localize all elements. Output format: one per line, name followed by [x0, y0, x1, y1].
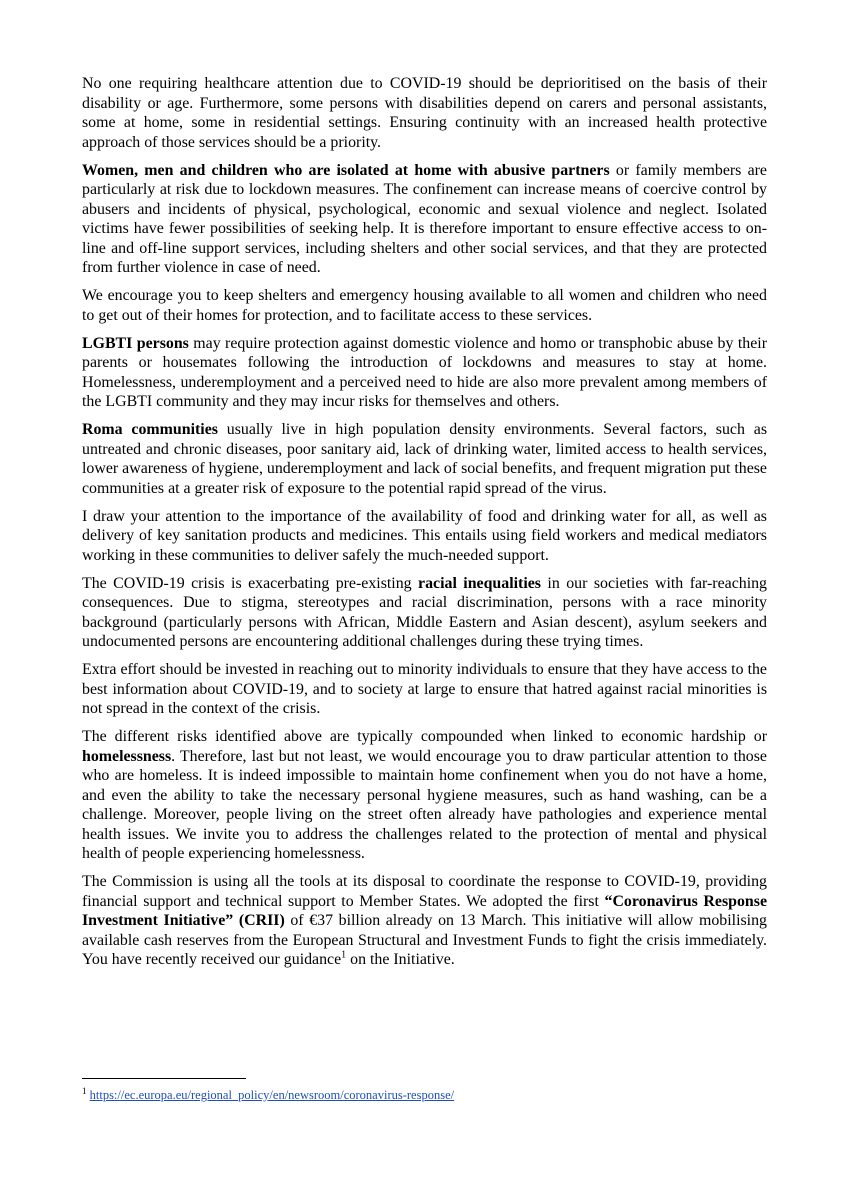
paragraph [82, 872, 767, 970]
letter-body [82, 74, 767, 978]
paragraph-text: We encourage you to keep shelters and emergency housing available to all women and children who need to get out of their homes for protection, and to facilitate access to these services. [82, 287, 767, 324]
paragraph [82, 286, 767, 325]
paragraph [82, 420, 767, 498]
emphasis-text: racial inequalities [418, 574, 541, 592]
paragraph-text: . Therefore, last but not least, we would encourage you to draw particular attention to those who are homeless. It is indeed impossible to maintain home confinement when you do not have a home, and even the ability to take the necessary personal hygiene measures, such as hand washing, can be a challenge. Moreover, people living on the street often already have pathologies and experience mental health issues. We invite you to address the challenges related to the protection of mental and physical health of people experiencing homelessness. [82, 747, 767, 862]
paragraph-text: No one requiring healthcare attention due to COVID-19 should be deprioritised on the basis of their disability or age. Furthermore, some persons with disabilities depend on carers and personal assistants, some at home, some in residential settings. Ensuring continuity with an increased health protective approach of those services should be a priority. [82, 75, 767, 151]
paragraph-text: usually live in high population density environments. Several factors, such as untreated and chronic diseases, poor sanitary aid, lack of drinking water, limited access to health services, lower awareness of hygiene, underemployment and lack of social benefits, and frequent migration put these communities at a greater risk of exposure to the potential rapid spread of the virus. [82, 421, 767, 497]
paragraph-text: of €37 billion already on 13 March. This initiative will allow mobilising available cash reserves from the European Structural and Investment Funds to fight the crisis immediately. You have recently received our guidance [82, 912, 767, 968]
paragraph [82, 660, 767, 719]
emphasis-text: Roma communities [82, 421, 218, 438]
footnote-reference: 1 [341, 949, 347, 961]
paragraph-text: on the Initiative. [346, 951, 455, 968]
paragraph-text: The different risks identified above are typically compounded when linked to economic hardship or [82, 728, 767, 745]
footnote-link[interactable]: https://ec.europa.eu/regional_policy/en/newsroom/coronavirus-response/ [89, 1088, 455, 1102]
paragraph [82, 507, 767, 566]
paragraph [82, 574, 767, 652]
emphasis-text: Women, men and children who are isolated at home with abusive partners [82, 161, 610, 179]
footnote-separator [82, 1078, 246, 1079]
paragraph-text: or family members are particularly at risk due to lockdown measures. The confinement can increase means of coercive control by abusers and incidents of physical, psychological, economic and sexual violence and neglect. Isolated victims have fewer possibilities of seeking help. It is therefore important to ensure effective access to on-line and off-line support services, including shelters and other social services, and that they are protected from further violence in case of need. [82, 161, 767, 276]
paragraph-text: The Commission is using all the tools at its disposal to coordinate the response to COVID-19, providing financial support and technical support to Member States. We adopted the first [82, 873, 767, 910]
footnote-marker: 1 [82, 1085, 87, 1096]
paragraph-text: The COVID-19 crisis is exacerbating pre-existing [82, 574, 419, 592]
paragraph [82, 74, 767, 152]
paragraph [82, 161, 767, 278]
emphasis-text: LGBTI persons [82, 334, 189, 352]
paragraph-text: Extra effort should be invested in reaching out to minority individuals to ensure that they have access to the best information about COVID-19, and to society at large to ensure that hatred against racial minorities is not spread in the context of the crisis. [82, 661, 767, 717]
footnote [82, 1087, 767, 1103]
paragraph [82, 334, 767, 412]
emphasis-text: homelessness [82, 747, 172, 765]
paragraph [82, 727, 767, 864]
paragraph-text: I draw your attention to the importance of the availability of food and drinking water for all, as well as delivery of key sanitation products and medicines. This entails using field workers and medical mediators working in these communities to deliver safely the much-needed support. [82, 507, 767, 564]
emphasis-text: “Coronavirus Response Investment Initiative” (CRII) [82, 892, 767, 929]
paragraph-text: in our societies with far-reaching consequences. Due to stigma, stereotypes and racial discrimination, persons with a race minority background (particularly persons with African, Middle Eastern and Asian descent), asylum seekers and undocumented persons are encountering additional challenges during these trying times. [82, 574, 768, 650]
paragraph-text: may require protection against domestic violence and homo or transphobic abuse by their parents or housemates following the introduction of lockdowns and measures to stay at home. Homelessness, underemployment and a perceived need to hide are also more prevalent among members of the LGBTI community and they may incur risks for themselves and others. [82, 334, 767, 410]
